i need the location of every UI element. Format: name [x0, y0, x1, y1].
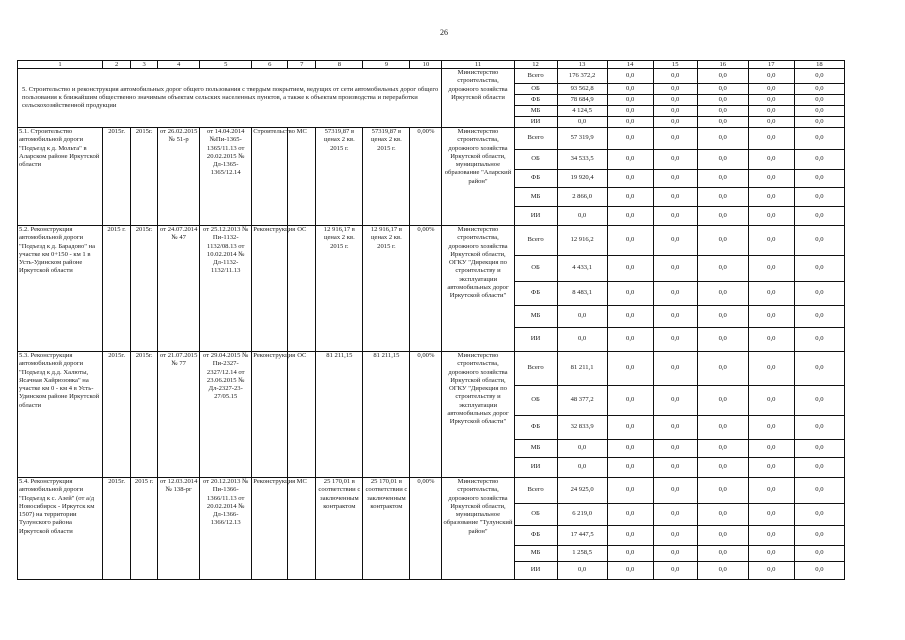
amount-cell: 0,0	[653, 256, 697, 282]
amount-cell: 0,0	[697, 306, 748, 328]
funding-source: ИИ	[514, 117, 557, 128]
amount-cell: 176 372,2	[557, 69, 607, 84]
column-number: 4	[158, 61, 200, 69]
amount-cell: 0,0	[697, 386, 748, 416]
amount-cell: 4 124,5	[557, 106, 607, 117]
amount-cell: 0,0	[653, 562, 697, 580]
amount-cell: 0,0	[607, 150, 653, 170]
amount-cell: 0,0	[794, 352, 844, 386]
column-number: 16	[697, 61, 748, 69]
work-type: Реконструкция	[252, 226, 288, 352]
order-doc: от 21.07.2015 № 77	[158, 352, 200, 478]
amount-cell: 0,0	[748, 106, 794, 117]
ownership: МС	[288, 478, 316, 580]
amount-cell: 0,0	[794, 150, 844, 170]
end-year: 2015г.	[131, 128, 158, 226]
start-year: 2015г.	[103, 128, 131, 226]
amount-cell: 0,0	[697, 117, 748, 128]
amount-cell: 0,0	[794, 106, 844, 117]
amount-cell: 0,0	[607, 458, 653, 478]
amount-cell: 0,0	[607, 526, 653, 546]
amount-cell: 0,0	[607, 478, 653, 504]
column-number: 2	[103, 61, 131, 69]
amount-cell: 0,0	[697, 95, 748, 106]
object-row	[18, 352, 845, 386]
object-row	[18, 128, 845, 150]
amount-cell: 0,0	[697, 504, 748, 526]
amount-cell: 0,0	[697, 170, 748, 188]
amount-cell: 0,0	[557, 207, 607, 226]
amount-cell: 0,0	[794, 256, 844, 282]
amount-cell: 0,0	[697, 84, 748, 95]
amount-cell: 0,0	[794, 440, 844, 458]
amount-cell: 0,0	[748, 306, 794, 328]
amount-cell: 0,0	[697, 328, 748, 352]
amount-cell: 0,0	[748, 416, 794, 440]
order-doc: от 12.03.2014 № 138-рг	[158, 478, 200, 580]
amount-cell: 0,0	[653, 117, 697, 128]
executor: Министерство строительства, дорожного хозяйства Иркутской области, муниципальное образование "Тулунский район"	[442, 478, 514, 580]
amount-cell: 0,0	[697, 562, 748, 580]
amount-cell: 0,0	[697, 69, 748, 84]
amount-cell: 0,0	[794, 478, 844, 504]
amount-cell: 0,0	[697, 458, 748, 478]
amount-cell: 0,0	[794, 526, 844, 546]
amount-cell: 0,0	[607, 282, 653, 306]
amount-cell: 4 433,1	[557, 256, 607, 282]
end-year: 2015г.	[131, 352, 158, 478]
funding-source: Всего	[514, 352, 557, 386]
amount-cell: 0,0	[748, 150, 794, 170]
amount-cell: 0,0	[748, 188, 794, 207]
program-table	[17, 60, 845, 580]
ownership: ОС	[288, 226, 316, 352]
amount-cell: 0,0	[607, 95, 653, 106]
amount-cell: 0,0	[794, 416, 844, 440]
column-number: 11	[442, 61, 514, 69]
amount-cell: 0,0	[607, 440, 653, 458]
amount-cell: 0,0	[607, 226, 653, 256]
amount-cell: 0,0	[653, 150, 697, 170]
object-row	[18, 478, 845, 504]
amount-cell: 0,0	[697, 207, 748, 226]
amount-cell: 0,0	[557, 458, 607, 478]
amount-cell: 0,0	[607, 207, 653, 226]
page-number: 26	[440, 28, 448, 37]
amount-cell: 48 377,2	[557, 386, 607, 416]
amount-cell: 0,0	[607, 69, 653, 84]
amount-cell: 0,0	[653, 226, 697, 256]
amount-cell: 0,0	[748, 69, 794, 84]
funding-source: ФБ	[514, 526, 557, 546]
amount-cell: 0,0	[653, 95, 697, 106]
amount-cell: 0,0	[697, 478, 748, 504]
amount-cell: 0,0	[697, 106, 748, 117]
amount-cell: 0,0	[794, 95, 844, 106]
amount-cell: 0,0	[748, 562, 794, 580]
amount-cell: 0,0	[748, 526, 794, 546]
funding-source: МБ	[514, 106, 557, 117]
amount-cell: 0,0	[748, 128, 794, 150]
amount-cell: 0,0	[794, 170, 844, 188]
remaining-cost: 81 211,15	[363, 352, 410, 478]
order-doc: от 26.02.2015 № 51-р	[158, 128, 200, 226]
remaining-cost: 12 916,17 в ценах 2 кв. 2015 г.	[363, 226, 410, 352]
column-number: 9	[363, 61, 410, 69]
amount-cell: 0,0	[697, 128, 748, 150]
amount-cell: 0,0	[653, 440, 697, 458]
amount-cell: 0,0	[794, 562, 844, 580]
section-row	[18, 69, 845, 84]
funding-source: ОБ	[514, 386, 557, 416]
funding-source: ИИ	[514, 328, 557, 352]
funding-source: ОБ	[514, 504, 557, 526]
amount-cell: 0,0	[794, 386, 844, 416]
amount-cell: 0,0	[794, 84, 844, 95]
amount-cell: 0,0	[794, 504, 844, 526]
funding-source: ОБ	[514, 256, 557, 282]
amount-cell: 34 533,5	[557, 150, 607, 170]
estimated-cost: 81 211,15	[316, 352, 363, 478]
amount-cell: 0,0	[697, 416, 748, 440]
amount-cell: 0,0	[607, 562, 653, 580]
amount-cell: 0,0	[653, 84, 697, 95]
amount-cell: 0,0	[748, 226, 794, 256]
remaining-cost: 25 170,01 в соответствии с заключенным контрактом	[363, 478, 410, 580]
amount-cell: 0,0	[748, 282, 794, 306]
executor: Министерство строительства, дорожного хозяйства Иркутской области, ОГКУ "Дирекция по строительству и эксплуатации автомобильных дорог Иркутской области"	[442, 352, 514, 478]
work-type: Реконструкция	[252, 478, 288, 580]
amount-cell: 0,0	[794, 282, 844, 306]
amount-cell: 0,0	[653, 458, 697, 478]
column-number: 6	[252, 61, 288, 69]
amount-cell: 0,0	[697, 440, 748, 458]
start-year: 2015г.	[103, 478, 131, 580]
section-executor: Министерство строительства, дорожного хозяйства Иркутской области	[442, 69, 514, 128]
amount-cell: 57 319,9	[557, 128, 607, 150]
amount-cell: 0,0	[748, 504, 794, 526]
amount-cell: 0,0	[794, 306, 844, 328]
amount-cell: 0,0	[748, 352, 794, 386]
funding-source: МБ	[514, 306, 557, 328]
readiness: 0,00%	[410, 478, 442, 580]
funding-source: Всего	[514, 128, 557, 150]
amount-cell: 0,0	[607, 386, 653, 416]
funding-source: ФБ	[514, 95, 557, 106]
work-type: Реконструкция	[252, 352, 288, 478]
funding-source: Всего	[514, 69, 557, 84]
amount-cell: 0,0	[794, 117, 844, 128]
amount-cell: 0,0	[748, 478, 794, 504]
amount-cell: 0,0	[653, 386, 697, 416]
amount-cell: 0,0	[557, 117, 607, 128]
funding-source: ФБ	[514, 282, 557, 306]
amount-cell: 0,0	[748, 386, 794, 416]
amount-cell: 0,0	[607, 170, 653, 188]
amount-cell: 0,0	[557, 328, 607, 352]
amount-cell: 0,0	[607, 416, 653, 440]
amount-cell: 0,0	[607, 352, 653, 386]
amount-cell: 0,0	[557, 440, 607, 458]
amount-cell: 0,0	[653, 188, 697, 207]
order-doc: от 24.07.2014 № 47	[158, 226, 200, 352]
amount-cell: 81 211,1	[557, 352, 607, 386]
amount-cell: 0,0	[653, 306, 697, 328]
object-name: 5.3. Реконструкция автомобильной дороги "Подъезд к д.д. Халюты, Ясачная Хайрюзовка" на участке км 0 - км 4 в Усть-Удинском районе Иркутской области	[18, 352, 103, 478]
funding-source: ИИ	[514, 207, 557, 226]
funding-source: ФБ	[514, 170, 557, 188]
amount-cell: 0,0	[697, 282, 748, 306]
amount-cell: 0,0	[748, 170, 794, 188]
column-number: 1	[18, 61, 103, 69]
column-number: 14	[607, 61, 653, 69]
readiness: 0,00%	[410, 226, 442, 352]
amount-cell: 0,0	[607, 188, 653, 207]
amount-cell: 0,0	[697, 352, 748, 386]
amount-cell: 78 684,9	[557, 95, 607, 106]
column-number: 15	[653, 61, 697, 69]
funding-source: Всего	[514, 478, 557, 504]
column-number: 17	[748, 61, 794, 69]
estimated-cost: 57319,87 в ценах 2 кв. 2015 г.	[316, 128, 363, 226]
amount-cell: 0,0	[794, 207, 844, 226]
amount-cell: 0,0	[607, 106, 653, 117]
column-number: 5	[200, 61, 252, 69]
amount-cell: 0,0	[794, 226, 844, 256]
amount-cell: 0,0	[794, 188, 844, 207]
amount-cell: 0,0	[697, 256, 748, 282]
amount-cell: 0,0	[748, 207, 794, 226]
amount-cell: 0,0	[697, 188, 748, 207]
object-row	[18, 226, 845, 256]
amount-cell: 0,0	[607, 128, 653, 150]
funding-source: МБ	[514, 188, 557, 207]
amount-cell: 0,0	[748, 117, 794, 128]
start-year: 2015г.	[103, 352, 131, 478]
amount-cell: 0,0	[607, 256, 653, 282]
amount-cell: 0,0	[748, 256, 794, 282]
amount-cell: 0,0	[794, 546, 844, 562]
work-type: Строительство	[252, 128, 288, 226]
amount-cell: 2 866,0	[557, 188, 607, 207]
amount-cell: 0,0	[607, 306, 653, 328]
amount-cell: 0,0	[653, 504, 697, 526]
amount-cell: 0,0	[653, 207, 697, 226]
funding-source: ФБ	[514, 416, 557, 440]
amount-cell: 0,0	[748, 546, 794, 562]
end-year: 2015г.	[131, 226, 158, 352]
amount-cell: 93 562,8	[557, 84, 607, 95]
amount-cell: 0,0	[794, 69, 844, 84]
start-year: 2015 г.	[103, 226, 131, 352]
amount-cell: 0,0	[557, 306, 607, 328]
column-number: 13	[557, 61, 607, 69]
end-year: 2015 г.	[131, 478, 158, 580]
column-number-row	[18, 61, 845, 69]
readiness: 0,00%	[410, 352, 442, 478]
funding-source: ИИ	[514, 562, 557, 580]
amount-cell: 0,0	[653, 546, 697, 562]
amount-cell: 0,0	[697, 546, 748, 562]
amount-cell: 19 920,4	[557, 170, 607, 188]
amount-cell: 0,0	[748, 84, 794, 95]
amount-cell: 0,0	[607, 117, 653, 128]
estimated-cost: 12 916,17 в ценах 2 кв. 2015 г.	[316, 226, 363, 352]
column-number: 3	[131, 61, 158, 69]
amount-cell: 0,0	[794, 328, 844, 352]
amount-cell: 6 219,0	[557, 504, 607, 526]
amount-cell: 0,0	[697, 526, 748, 546]
column-number: 8	[316, 61, 363, 69]
amount-cell: 0,0	[653, 106, 697, 117]
section-title: 5. Строительство и реконструкция автомобильных дорог общего пользования с твердым покрытием, ведущих от сети автомобильных дорог общего пользования к ближайшим общественно значимым объектам сельских населенных пунктов, а также к объектам производства и переработки сельскохозяйственной продукции	[18, 69, 442, 128]
column-number: 18	[794, 61, 844, 69]
expertise-doc: от 29.04.2015 № Пи-2327-2327/12.14 от 23.06.2015 № Дл-2327-23-27/05.15	[200, 352, 252, 478]
funding-source: ОБ	[514, 84, 557, 95]
amount-cell: 0,0	[697, 150, 748, 170]
amount-cell: 0,0	[607, 328, 653, 352]
amount-cell: 0,0	[653, 416, 697, 440]
amount-cell: 0,0	[653, 69, 697, 84]
remaining-cost: 57319,87 в ценах 2 кв. 2015 г.	[363, 128, 410, 226]
ownership: ОС	[288, 352, 316, 478]
object-name: 5.2. Реконструкция автомобильной дороги "Подъезд к д. Барадово" на участке км 0+150 - км 1 в Усть-Удинском районе Иркутской области	[18, 226, 103, 352]
funding-source: Всего	[514, 226, 557, 256]
estimated-cost: 25 170,01 в соответствии с заключенным контрактом	[316, 478, 363, 580]
ownership: МС	[288, 128, 316, 226]
amount-cell: 0,0	[794, 458, 844, 478]
amount-cell: 8 483,1	[557, 282, 607, 306]
expertise-doc: от 14.04.2014 №Пи-1365-1365/11.13 от 20.02.2015 № Дл-1365-1365/12.14	[200, 128, 252, 226]
column-number: 12	[514, 61, 557, 69]
object-name: 5.4. Реконструкция автомобильной дороги "Подъезд к с. Азей" (от а/д Новосибирск - Иркутск км 1507) на территории Тулунского района Иркутской области	[18, 478, 103, 580]
amount-cell: 24 925,0	[557, 478, 607, 504]
amount-cell: 0,0	[653, 128, 697, 150]
amount-cell: 0,0	[653, 478, 697, 504]
amount-cell: 0,0	[748, 95, 794, 106]
amount-cell: 0,0	[607, 504, 653, 526]
amount-cell: 0,0	[653, 328, 697, 352]
amount-cell: 0,0	[557, 562, 607, 580]
column-number: 10	[410, 61, 442, 69]
amount-cell: 0,0	[607, 546, 653, 562]
column-number: 7	[288, 61, 316, 69]
amount-cell: 0,0	[697, 226, 748, 256]
amount-cell: 0,0	[653, 352, 697, 386]
amount-cell: 0,0	[607, 84, 653, 95]
funding-source: МБ	[514, 546, 557, 562]
amount-cell: 0,0	[653, 526, 697, 546]
executor: Министерство строительства, дорожного хозяйства Иркутской области, ОГКУ "Дирекция по строительству и эксплуатации автомобильных дорог Иркутской области"	[442, 226, 514, 352]
amount-cell: 0,0	[748, 328, 794, 352]
executor: Министерство строительства, дорожного хозяйства Иркутской области, муниципальное образование "Аларский район"	[442, 128, 514, 226]
readiness: 0,00%	[410, 128, 442, 226]
amount-cell: 0,0	[748, 458, 794, 478]
object-name: 5.1. Строительство автомобильной дороги "Подъезд к д. Мольта" в Аларском районе Иркутской области	[18, 128, 103, 226]
amount-cell: 0,0	[653, 170, 697, 188]
funding-source: ИИ	[514, 458, 557, 478]
amount-cell: 0,0	[794, 128, 844, 150]
amount-cell: 32 833,9	[557, 416, 607, 440]
amount-cell: 17 447,5	[557, 526, 607, 546]
expertise-doc: от 25.12.2013 № Пи-1132-1132/08.13 от 10.02.2014 № Дл-1132-1132/11.13	[200, 226, 252, 352]
amount-cell: 1 258,5	[557, 546, 607, 562]
amount-cell: 12 916,2	[557, 226, 607, 256]
funding-source: МБ	[514, 440, 557, 458]
amount-cell: 0,0	[748, 440, 794, 458]
amount-cell: 0,0	[653, 282, 697, 306]
expertise-doc: от 20.12.2013 № Пи-1366-1366/11.13 от 20.02.2014 № Дл-1366-1366/12.13	[200, 478, 252, 580]
funding-source: ОБ	[514, 150, 557, 170]
